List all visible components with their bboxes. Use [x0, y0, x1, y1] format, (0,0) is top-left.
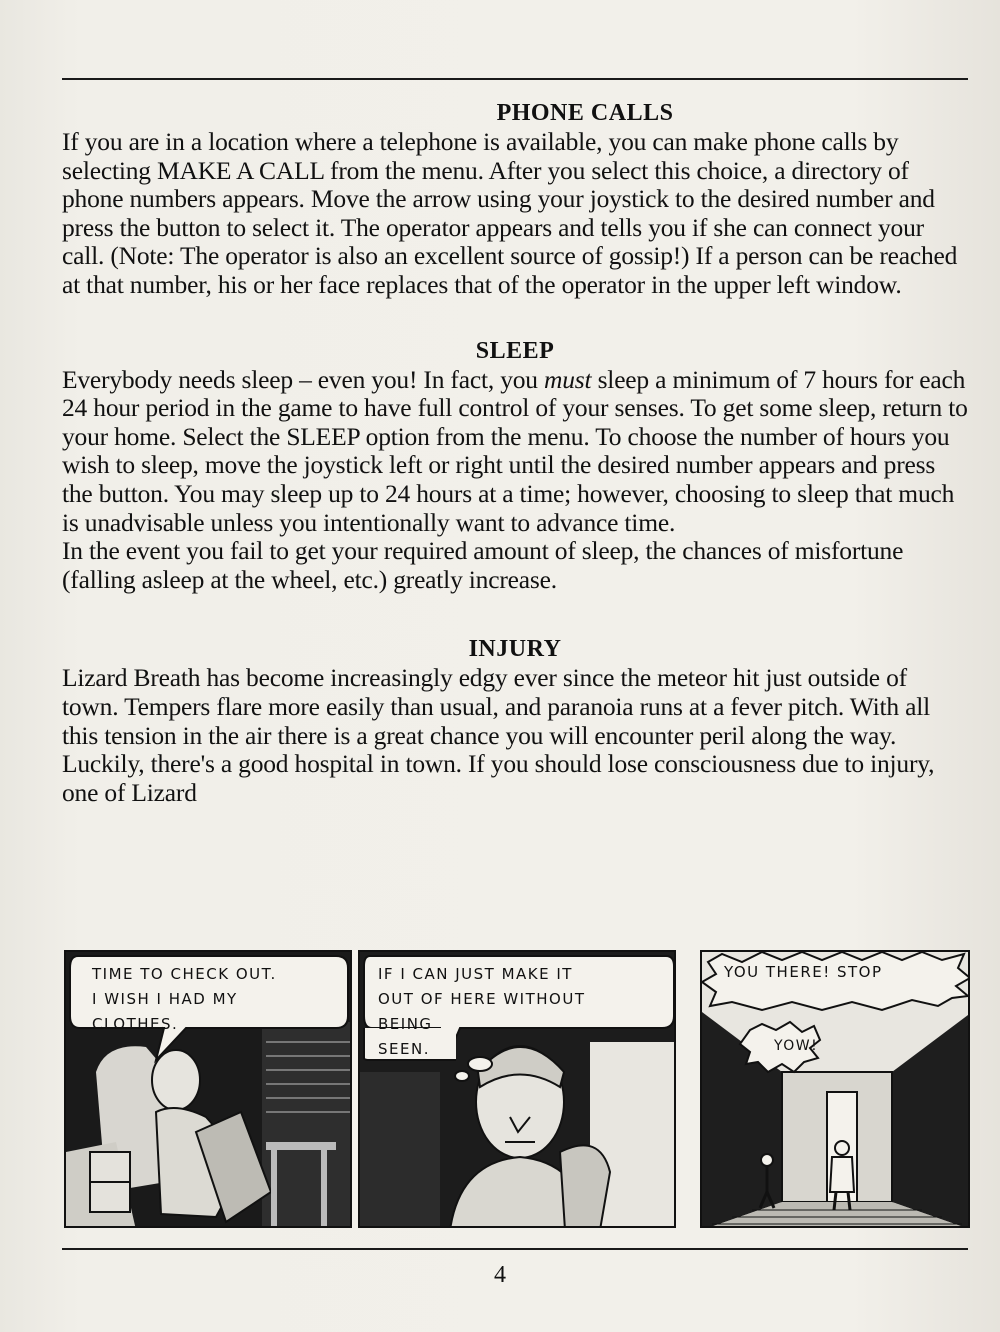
panel-3-yow-bubble: YOW!: [774, 1038, 819, 1054]
panel-1-speech-bubble: TIME TO CHECK OUT. I WISH I HAD MY CLOTHES.: [92, 965, 277, 1033]
comic-panel-1: [64, 950, 352, 1228]
sleep-text-start: Everybody needs sleep – even you! In fact, you: [62, 364, 545, 394]
heading-sleep: SLEEP: [475, 337, 555, 364]
panel-2-speech-bubble: IF I CAN JUST MAKE IT OUT OF HERE WITHOUT BEING SEEN.: [378, 965, 586, 1058]
heading-phone-calls: PHONE CALLS: [496, 100, 674, 126]
panel-3-shout-bubble: YOU THERE! STOP: [724, 963, 883, 981]
sleep-text-emphasis: must: [544, 364, 592, 394]
comic-panel-3: [700, 950, 970, 1228]
panel-3-illustration: [702, 952, 970, 1228]
phone-calls-text: If you are in a location where a telephone is available, you can make phone calls by selecting MAKE A CALL from the menu. After you select this choice, a directory of phone numbers appears. Move the arrow using your joystick to the desired number and press the button to select it. The operator appears and tells you if she can connect your call. (Note: The operator is also an excellent source of gossip!) If a person can be reached at that number, his or her face replaces that of the operator in the upper left window.: [62, 127, 958, 299]
section-phone-calls: [62, 98, 968, 300]
sleep-text-end: sleep a minimum of 7 hours for each 24 hour period in the game to have full control of your senses. To get some sleep, return to your home. Select the SLEEP option from the menu. To choose the number of hours you wish to sleep, move the joystick left or right until the desired number appears and press the button. You may sleep up to 24 hours at a time; however, choosing to sleep that much is unadvisable unless you intentionally want to advance time.: [62, 364, 968, 537]
comic-panel-2: [358, 950, 676, 1228]
bottom-rule: [62, 1248, 968, 1250]
sleep-text: [62, 366, 968, 538]
top-rule: [62, 78, 968, 80]
heading-injury: INJURY: [468, 636, 562, 663]
section-sleep: [62, 336, 968, 595]
section-injury: [62, 634, 968, 807]
comic-strip: [64, 944, 970, 1230]
injury-text: Lizard Breath has become increasingly edgy ever since the meteor hit just outside of town. Tempers flare more easily than usual, and paranoia runs at a fever pitch. With all this tension in the air there is a great chance you will encounter peril along the way. Luckily, there's a good hospital in town. If you should lose consciousness due to injury, one of Lizard: [62, 663, 935, 807]
page-content: [62, 98, 968, 807]
page-number: 4: [494, 1262, 506, 1288]
sleep-text-2: In the event you fail to get your required amount of sleep, the chances of misfortune (falling asleep at the wheel, etc.) greatly increase.: [62, 536, 904, 594]
